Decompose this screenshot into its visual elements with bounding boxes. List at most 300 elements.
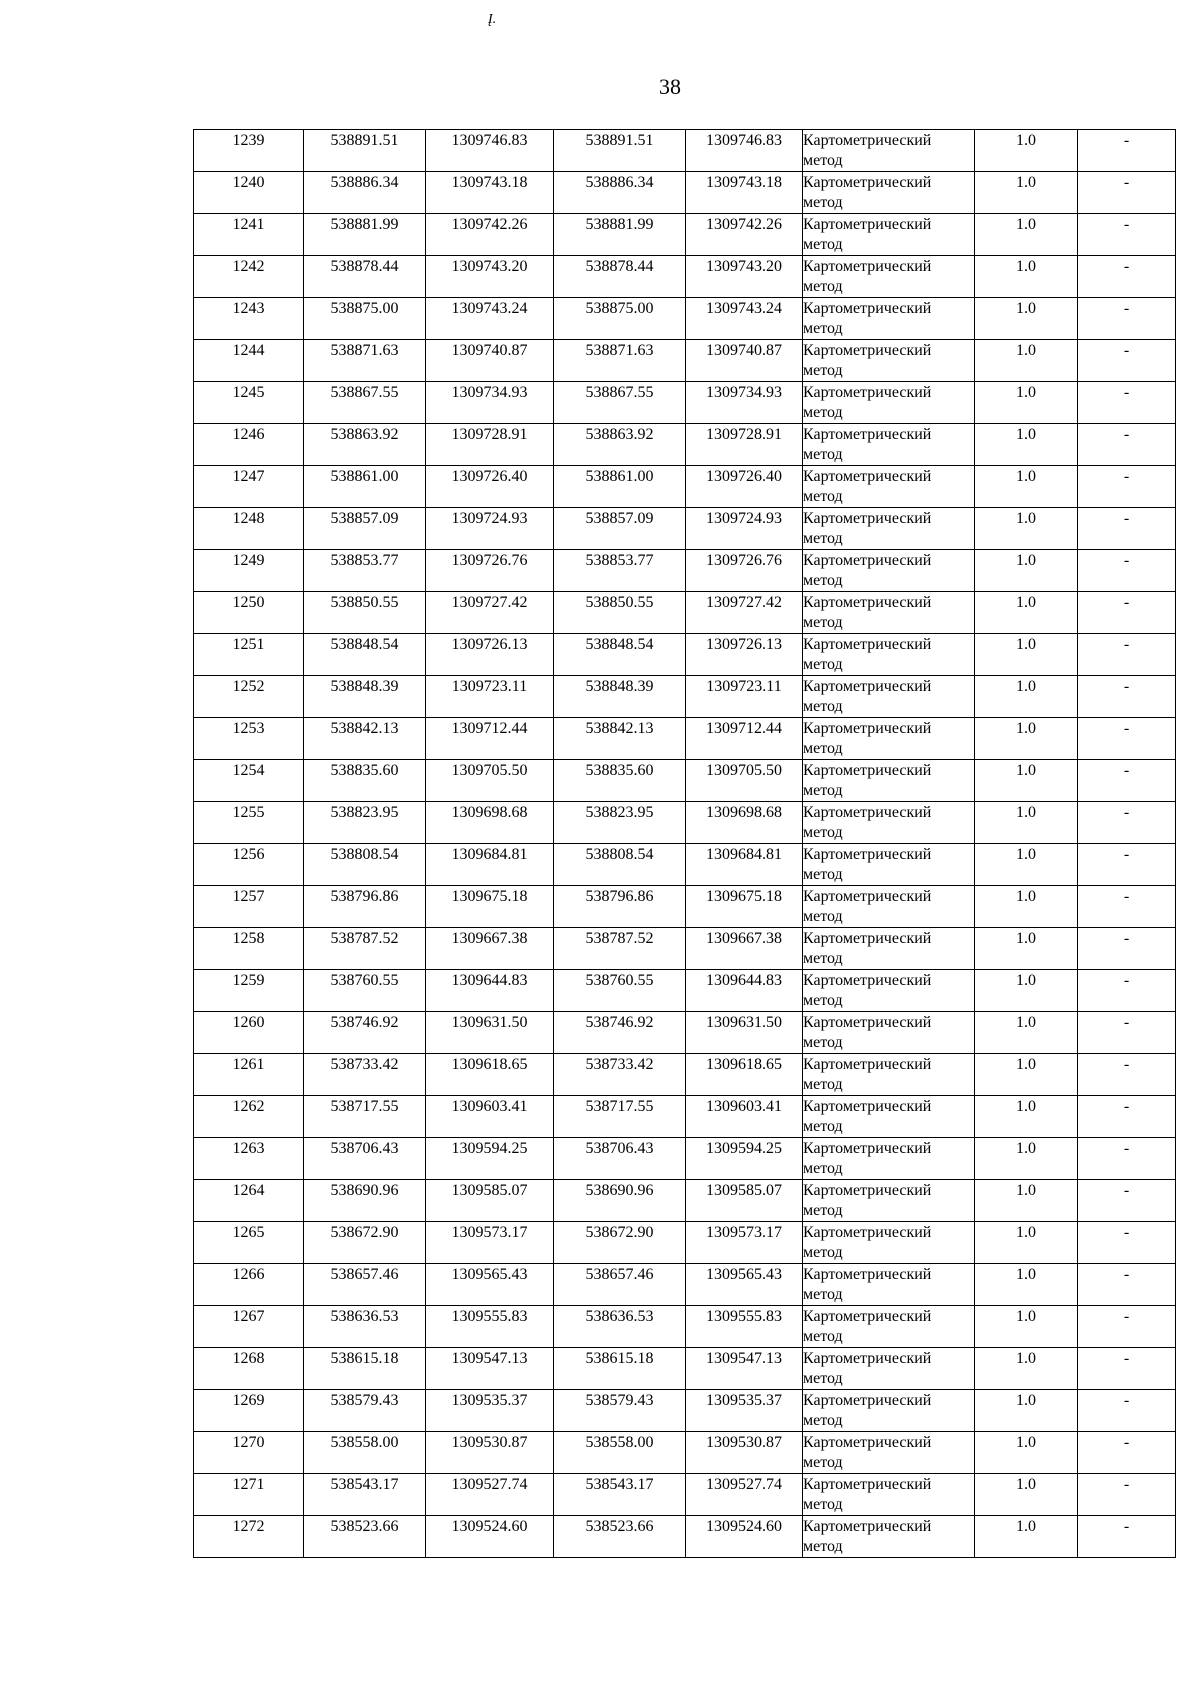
- y-coordinate-cell: 1309743.18: [686, 172, 803, 214]
- y-coordinate-cell: 1309547.13: [426, 1348, 554, 1390]
- note-cell: -: [1078, 592, 1176, 634]
- x-coordinate-cell: 538787.52: [554, 928, 686, 970]
- note-cell: -: [1078, 1432, 1176, 1474]
- method-cell: [803, 760, 975, 802]
- x-coordinate-cell: 538835.60: [554, 760, 686, 802]
- point-number-cell: 1253: [194, 718, 304, 760]
- y-coordinate-cell: 1309573.17: [686, 1222, 803, 1264]
- x-coordinate-cell: 538878.44: [554, 256, 686, 298]
- x-coordinate-cell: 538842.13: [554, 718, 686, 760]
- method-label-suffix: метод: [803, 656, 843, 673]
- y-coordinate-cell: 1309618.65: [686, 1054, 803, 1096]
- method-label-suffix: метод: [803, 992, 843, 1009]
- point-number-cell: 1268: [194, 1348, 304, 1390]
- x-coordinate-cell: 538886.34: [554, 172, 686, 214]
- accuracy-cell: 1.0: [975, 1432, 1078, 1474]
- x-coordinate-cell: 538848.54: [304, 634, 426, 676]
- point-number-cell: 1263: [194, 1138, 304, 1180]
- note-cell: -: [1078, 256, 1176, 298]
- y-coordinate-cell: 1309712.44: [686, 718, 803, 760]
- accuracy-cell: 1.0: [975, 1306, 1078, 1348]
- note-cell: -: [1078, 1180, 1176, 1222]
- method-cell: [803, 1222, 975, 1264]
- y-coordinate-cell: 1309724.93: [426, 508, 554, 550]
- y-coordinate-cell: 1309740.87: [686, 340, 803, 382]
- method-label: Картометрический: [803, 972, 932, 989]
- x-coordinate-cell: 538796.86: [554, 886, 686, 928]
- x-coordinate-cell: 538881.99: [554, 214, 686, 256]
- method-label-suffix: метод: [803, 698, 843, 715]
- y-coordinate-cell: 1309547.13: [686, 1348, 803, 1390]
- table-row: [194, 928, 1176, 970]
- y-coordinate-cell: 1309667.38: [686, 928, 803, 970]
- note-cell: -: [1078, 1348, 1176, 1390]
- y-coordinate-cell: 1309734.93: [426, 382, 554, 424]
- x-coordinate-cell: 538842.13: [304, 718, 426, 760]
- point-number-cell: 1269: [194, 1390, 304, 1432]
- x-coordinate-cell: 538861.00: [554, 466, 686, 508]
- x-coordinate-cell: 538672.90: [554, 1222, 686, 1264]
- point-number-cell: 1252: [194, 676, 304, 718]
- y-coordinate-cell: 1309594.25: [426, 1138, 554, 1180]
- x-coordinate-cell: 538746.92: [304, 1012, 426, 1054]
- point-number-cell: 1250: [194, 592, 304, 634]
- method-label-suffix: метод: [803, 1496, 843, 1513]
- x-coordinate-cell: 538863.92: [304, 424, 426, 466]
- accuracy-cell: 1.0: [975, 1390, 1078, 1432]
- accuracy-cell: 1.0: [975, 760, 1078, 802]
- table-row: [194, 1474, 1176, 1516]
- point-number-cell: 1270: [194, 1432, 304, 1474]
- method-label-suffix: метод: [803, 320, 843, 337]
- method-cell: [803, 1012, 975, 1054]
- accuracy-cell: 1.0: [975, 928, 1078, 970]
- table-row: [194, 1348, 1176, 1390]
- method-label-suffix: метод: [803, 278, 843, 295]
- note-cell: -: [1078, 130, 1176, 172]
- accuracy-cell: 1.0: [975, 592, 1078, 634]
- y-coordinate-cell: 1309530.87: [686, 1432, 803, 1474]
- point-number-cell: 1259: [194, 970, 304, 1012]
- x-coordinate-cell: 538787.52: [304, 928, 426, 970]
- y-coordinate-cell: 1309535.37: [426, 1390, 554, 1432]
- table-row: [194, 760, 1176, 802]
- point-number-cell: 1255: [194, 802, 304, 844]
- x-coordinate-cell: 538850.55: [304, 592, 426, 634]
- y-coordinate-cell: 1309535.37: [686, 1390, 803, 1432]
- table-row: [194, 424, 1176, 466]
- accuracy-cell: 1.0: [975, 298, 1078, 340]
- method-cell: [803, 550, 975, 592]
- method-label: Картометрический: [803, 384, 932, 401]
- y-coordinate-cell: 1309644.83: [426, 970, 554, 1012]
- method-label: Картометрический: [803, 216, 932, 233]
- accuracy-cell: 1.0: [975, 1516, 1078, 1558]
- method-label: Картометрический: [803, 594, 932, 611]
- x-coordinate-cell: 538717.55: [554, 1096, 686, 1138]
- x-coordinate-cell: 538863.92: [554, 424, 686, 466]
- table-row: [194, 1306, 1176, 1348]
- table-row: [194, 1054, 1176, 1096]
- table-row: [194, 1012, 1176, 1054]
- y-coordinate-cell: 1309565.43: [686, 1264, 803, 1306]
- note-cell: -: [1078, 634, 1176, 676]
- x-coordinate-cell: 538808.54: [304, 844, 426, 886]
- method-label-suffix: метод: [803, 1412, 843, 1429]
- table-row: [194, 1096, 1176, 1138]
- y-coordinate-cell: 1309743.24: [686, 298, 803, 340]
- method-label-suffix: метод: [803, 362, 843, 379]
- y-coordinate-cell: 1309684.81: [426, 844, 554, 886]
- method-label: Картометрический: [803, 888, 932, 905]
- method-label-suffix: метод: [803, 740, 843, 757]
- table-row: [194, 844, 1176, 886]
- note-cell: -: [1078, 844, 1176, 886]
- method-cell: [803, 634, 975, 676]
- accuracy-cell: 1.0: [975, 508, 1078, 550]
- method-label: Картометрический: [803, 1518, 932, 1535]
- y-coordinate-cell: 1309565.43: [426, 1264, 554, 1306]
- method-label: Картометрический: [803, 1140, 932, 1157]
- accuracy-cell: 1.0: [975, 1474, 1078, 1516]
- x-coordinate-cell: 538615.18: [304, 1348, 426, 1390]
- point-number-cell: 1262: [194, 1096, 304, 1138]
- method-cell: [803, 466, 975, 508]
- point-number-cell: 1272: [194, 1516, 304, 1558]
- point-number-cell: 1251: [194, 634, 304, 676]
- point-number-cell: 1254: [194, 760, 304, 802]
- method-label: Картометрический: [803, 636, 932, 653]
- x-coordinate-cell: 538850.55: [554, 592, 686, 634]
- method-cell: [803, 256, 975, 298]
- accuracy-cell: 1.0: [975, 214, 1078, 256]
- method-label-suffix: метод: [803, 236, 843, 253]
- x-coordinate-cell: 538823.95: [304, 802, 426, 844]
- accuracy-cell: 1.0: [975, 844, 1078, 886]
- table-row: [194, 1516, 1176, 1558]
- accuracy-cell: 1.0: [975, 802, 1078, 844]
- table-row: [194, 1264, 1176, 1306]
- method-cell: [803, 1474, 975, 1516]
- x-coordinate-cell: 538878.44: [304, 256, 426, 298]
- accuracy-cell: 1.0: [975, 676, 1078, 718]
- point-number-cell: 1239: [194, 130, 304, 172]
- table-row: [194, 508, 1176, 550]
- table-row: [194, 1390, 1176, 1432]
- y-coordinate-cell: 1309740.87: [426, 340, 554, 382]
- method-label: Картометрический: [803, 300, 932, 317]
- x-coordinate-cell: 538523.66: [304, 1516, 426, 1558]
- method-cell: [803, 592, 975, 634]
- method-cell: [803, 214, 975, 256]
- note-cell: -: [1078, 298, 1176, 340]
- y-coordinate-cell: 1309746.83: [426, 130, 554, 172]
- point-number-cell: 1240: [194, 172, 304, 214]
- x-coordinate-cell: 538558.00: [304, 1432, 426, 1474]
- note-cell: -: [1078, 550, 1176, 592]
- table-row: [194, 718, 1176, 760]
- accuracy-cell: 1.0: [975, 424, 1078, 466]
- y-coordinate-cell: 1309527.74: [686, 1474, 803, 1516]
- accuracy-cell: 1.0: [975, 466, 1078, 508]
- accuracy-cell: 1.0: [975, 970, 1078, 1012]
- x-coordinate-cell: 538891.51: [554, 130, 686, 172]
- method-label-suffix: метод: [803, 1118, 843, 1135]
- y-coordinate-cell: 1309723.11: [426, 676, 554, 718]
- y-coordinate-cell: 1309667.38: [426, 928, 554, 970]
- note-cell: -: [1078, 466, 1176, 508]
- table-row: [194, 298, 1176, 340]
- method-label-suffix: метод: [803, 572, 843, 589]
- method-label-suffix: метод: [803, 1160, 843, 1177]
- x-coordinate-cell: 538881.99: [304, 214, 426, 256]
- x-coordinate-cell: 538558.00: [554, 1432, 686, 1474]
- note-cell: -: [1078, 760, 1176, 802]
- method-cell: [803, 508, 975, 550]
- method-label: Картометрический: [803, 1098, 932, 1115]
- x-coordinate-cell: 538891.51: [304, 130, 426, 172]
- x-coordinate-cell: 538706.43: [304, 1138, 426, 1180]
- y-coordinate-cell: 1309728.91: [426, 424, 554, 466]
- table-row: [194, 382, 1176, 424]
- y-coordinate-cell: 1309675.18: [426, 886, 554, 928]
- note-cell: -: [1078, 886, 1176, 928]
- note-cell: -: [1078, 1222, 1176, 1264]
- x-coordinate-cell: 538875.00: [304, 298, 426, 340]
- x-coordinate-cell: 538857.09: [554, 508, 686, 550]
- table-row: [194, 256, 1176, 298]
- table-row: [194, 130, 1176, 172]
- point-number-cell: 1245: [194, 382, 304, 424]
- table-row: [194, 802, 1176, 844]
- x-coordinate-cell: 538657.46: [554, 1264, 686, 1306]
- method-label-suffix: метод: [803, 782, 843, 799]
- method-cell: [803, 298, 975, 340]
- page-mark: Į.: [488, 12, 497, 27]
- x-coordinate-cell: 538808.54: [554, 844, 686, 886]
- table-row: [194, 676, 1176, 718]
- method-label-suffix: метод: [803, 866, 843, 883]
- x-coordinate-cell: 538690.96: [304, 1180, 426, 1222]
- y-coordinate-cell: 1309705.50: [686, 760, 803, 802]
- y-coordinate-cell: 1309527.74: [426, 1474, 554, 1516]
- point-number-cell: 1243: [194, 298, 304, 340]
- y-coordinate-cell: 1309530.87: [426, 1432, 554, 1474]
- y-coordinate-cell: 1309726.40: [426, 466, 554, 508]
- table-row: [194, 214, 1176, 256]
- x-coordinate-cell: 538579.43: [304, 1390, 426, 1432]
- method-cell: [803, 1054, 975, 1096]
- point-number-cell: 1267: [194, 1306, 304, 1348]
- accuracy-cell: 1.0: [975, 340, 1078, 382]
- y-coordinate-cell: 1309698.68: [426, 802, 554, 844]
- method-label-suffix: метод: [803, 1538, 843, 1555]
- y-coordinate-cell: 1309726.13: [426, 634, 554, 676]
- method-cell: [803, 1096, 975, 1138]
- y-coordinate-cell: 1309594.25: [686, 1138, 803, 1180]
- point-number-cell: 1247: [194, 466, 304, 508]
- y-coordinate-cell: 1309603.41: [686, 1096, 803, 1138]
- x-coordinate-cell: 538848.39: [304, 676, 426, 718]
- accuracy-cell: 1.0: [975, 172, 1078, 214]
- method-label: Картометрический: [803, 1476, 932, 1493]
- note-cell: -: [1078, 340, 1176, 382]
- x-coordinate-cell: 538823.95: [554, 802, 686, 844]
- y-coordinate-cell: 1309726.76: [426, 550, 554, 592]
- method-label-suffix: метод: [803, 152, 843, 169]
- method-cell: [803, 1390, 975, 1432]
- method-label: Картометрический: [803, 426, 932, 443]
- method-label: Картометрический: [803, 1224, 932, 1241]
- method-label-suffix: метод: [803, 908, 843, 925]
- table-row: [194, 1138, 1176, 1180]
- y-coordinate-cell: 1309524.60: [426, 1516, 554, 1558]
- y-coordinate-cell: 1309746.83: [686, 130, 803, 172]
- x-coordinate-cell: 538690.96: [554, 1180, 686, 1222]
- x-coordinate-cell: 538871.63: [554, 340, 686, 382]
- point-number-cell: 1242: [194, 256, 304, 298]
- accuracy-cell: 1.0: [975, 1264, 1078, 1306]
- y-coordinate-cell: 1309684.81: [686, 844, 803, 886]
- x-coordinate-cell: 538867.55: [554, 382, 686, 424]
- x-coordinate-cell: 538579.43: [554, 1390, 686, 1432]
- note-cell: -: [1078, 1474, 1176, 1516]
- accuracy-cell: 1.0: [975, 1012, 1078, 1054]
- table-row: [194, 172, 1176, 214]
- note-cell: -: [1078, 1096, 1176, 1138]
- method-cell: [803, 970, 975, 1012]
- method-cell: [803, 1180, 975, 1222]
- y-coordinate-cell: 1309743.20: [426, 256, 554, 298]
- y-coordinate-cell: 1309727.42: [686, 592, 803, 634]
- x-coordinate-cell: 538871.63: [304, 340, 426, 382]
- note-cell: -: [1078, 1306, 1176, 1348]
- y-coordinate-cell: 1309585.07: [426, 1180, 554, 1222]
- method-label: Картометрический: [803, 552, 932, 569]
- accuracy-cell: 1.0: [975, 1180, 1078, 1222]
- method-label: Картометрический: [803, 1056, 932, 1073]
- point-number-cell: 1260: [194, 1012, 304, 1054]
- point-number-cell: 1256: [194, 844, 304, 886]
- y-coordinate-cell: 1309631.50: [426, 1012, 554, 1054]
- table-row: [194, 550, 1176, 592]
- x-coordinate-cell: 538636.53: [304, 1306, 426, 1348]
- method-label-suffix: метод: [803, 1244, 843, 1261]
- y-coordinate-cell: 1309585.07: [686, 1180, 803, 1222]
- point-number-cell: 1265: [194, 1222, 304, 1264]
- method-cell: [803, 130, 975, 172]
- y-coordinate-cell: 1309675.18: [686, 886, 803, 928]
- x-coordinate-cell: 538543.17: [304, 1474, 426, 1516]
- y-coordinate-cell: 1309726.13: [686, 634, 803, 676]
- accuracy-cell: 1.0: [975, 382, 1078, 424]
- method-label: Картометрический: [803, 468, 932, 485]
- y-coordinate-cell: 1309726.40: [686, 466, 803, 508]
- y-coordinate-cell: 1309631.50: [686, 1012, 803, 1054]
- x-coordinate-cell: 538853.77: [554, 550, 686, 592]
- method-label: Картометрический: [803, 510, 932, 527]
- method-label: Картометрический: [803, 1350, 932, 1367]
- method-cell: [803, 1516, 975, 1558]
- y-coordinate-cell: 1309555.83: [686, 1306, 803, 1348]
- table-row: [194, 1222, 1176, 1264]
- table-row: [194, 970, 1176, 1012]
- point-number-cell: 1264: [194, 1180, 304, 1222]
- method-label: Картометрический: [803, 1392, 932, 1409]
- method-cell: [803, 1432, 975, 1474]
- method-label-suffix: метод: [803, 1034, 843, 1051]
- accuracy-cell: 1.0: [975, 1054, 1078, 1096]
- note-cell: -: [1078, 1054, 1176, 1096]
- x-coordinate-cell: 538657.46: [304, 1264, 426, 1306]
- y-coordinate-cell: 1309524.60: [686, 1516, 803, 1558]
- method-label-suffix: метод: [803, 1328, 843, 1345]
- point-number-cell: 1244: [194, 340, 304, 382]
- coordinates-table-body: [194, 130, 1176, 1558]
- x-coordinate-cell: 538636.53: [554, 1306, 686, 1348]
- method-label: Картометрический: [803, 174, 932, 191]
- x-coordinate-cell: 538886.34: [304, 172, 426, 214]
- x-coordinate-cell: 538615.18: [554, 1348, 686, 1390]
- method-label-suffix: метод: [803, 1370, 843, 1387]
- method-label-suffix: метод: [803, 1454, 843, 1471]
- x-coordinate-cell: 538746.92: [554, 1012, 686, 1054]
- accuracy-cell: 1.0: [975, 550, 1078, 592]
- note-cell: -: [1078, 1516, 1176, 1558]
- method-label: Картометрический: [803, 1266, 932, 1283]
- method-label-suffix: метод: [803, 614, 843, 631]
- method-cell: [803, 1264, 975, 1306]
- y-coordinate-cell: 1309644.83: [686, 970, 803, 1012]
- note-cell: -: [1078, 172, 1176, 214]
- x-coordinate-cell: 538848.39: [554, 676, 686, 718]
- accuracy-cell: 1.0: [975, 256, 1078, 298]
- note-cell: -: [1078, 718, 1176, 760]
- x-coordinate-cell: 538857.09: [304, 508, 426, 550]
- accuracy-cell: 1.0: [975, 130, 1078, 172]
- method-label-suffix: метод: [803, 446, 843, 463]
- note-cell: -: [1078, 1390, 1176, 1432]
- accuracy-cell: 1.0: [975, 1348, 1078, 1390]
- point-number-cell: 1266: [194, 1264, 304, 1306]
- y-coordinate-cell: 1309728.91: [686, 424, 803, 466]
- method-label: Картометрический: [803, 1014, 932, 1031]
- method-label: Картометрический: [803, 342, 932, 359]
- method-cell: [803, 718, 975, 760]
- x-coordinate-cell: 538867.55: [304, 382, 426, 424]
- x-coordinate-cell: 538523.66: [554, 1516, 686, 1558]
- point-number-cell: 1271: [194, 1474, 304, 1516]
- y-coordinate-cell: 1309742.26: [686, 214, 803, 256]
- method-label-suffix: метод: [803, 1286, 843, 1303]
- note-cell: -: [1078, 508, 1176, 550]
- x-coordinate-cell: 538706.43: [554, 1138, 686, 1180]
- table-row: [194, 634, 1176, 676]
- note-cell: -: [1078, 1138, 1176, 1180]
- table-row: [194, 466, 1176, 508]
- method-label: Картометрический: [803, 846, 932, 863]
- method-label: Картометрический: [803, 258, 932, 275]
- y-coordinate-cell: 1309727.42: [426, 592, 554, 634]
- page-number: 38: [659, 74, 681, 99]
- accuracy-cell: 1.0: [975, 718, 1078, 760]
- y-coordinate-cell: 1309555.83: [426, 1306, 554, 1348]
- method-label-suffix: метод: [803, 950, 843, 967]
- note-cell: -: [1078, 802, 1176, 844]
- y-coordinate-cell: 1309723.11: [686, 676, 803, 718]
- accuracy-cell: 1.0: [975, 1096, 1078, 1138]
- y-coordinate-cell: 1309573.17: [426, 1222, 554, 1264]
